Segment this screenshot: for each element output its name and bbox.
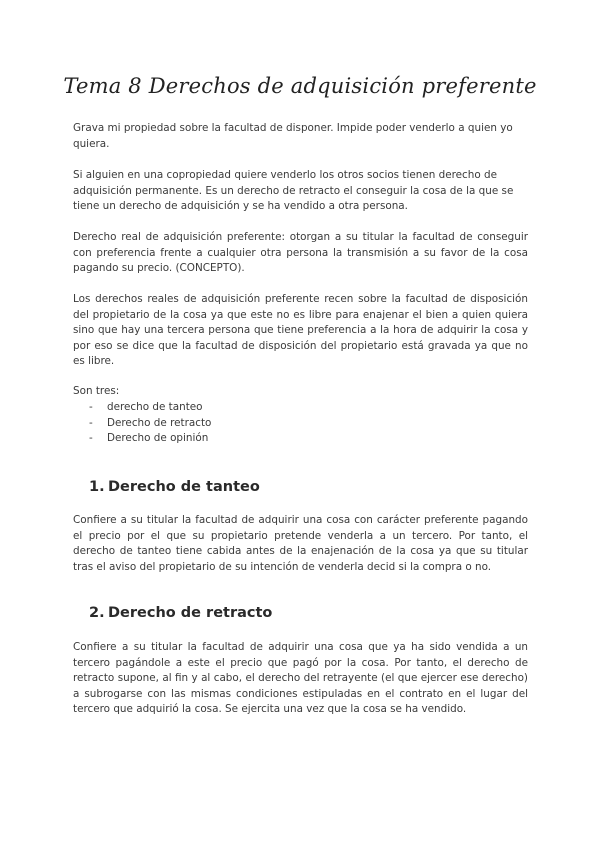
section-heading-tanteo [89, 479, 260, 495]
section-heading-text: Derecho de retracto [108, 605, 273, 621]
section-number: 1. [89, 479, 105, 495]
dash-bullet: - [89, 416, 93, 429]
list-item-label: Derecho de opinión [107, 432, 209, 445]
list-item [89, 400, 211, 416]
section-heading-text: Derecho de tanteo [108, 479, 260, 495]
list-item [89, 416, 211, 432]
list-item [89, 431, 211, 447]
page-title: Tema 8 Derechos de adquisición preferente [63, 74, 537, 98]
dash-bullet: - [89, 401, 93, 413]
section-heading-retracto [89, 605, 272, 621]
list-item-label: derecho de tanteo [107, 401, 203, 413]
paragraph-concepto: Derecho real de adquisición preferente: otorgan a su titular la facultad de conseguir con preferencia frente a cualquier otra persona la transmisión a su favor de la cosa pagando su precio. (CONCEPTO). [73, 231, 528, 275]
section-text-tanteo: Confiere a su titular la facultad de adquirir una cosa con carácter preferente pagando el precio por el que su propietario pretende venderla a un tercero. Por tanto, el derecho de tanteo tiene cabida antes de la enajenación de la cosa ya que su titular tras el aviso del propietario de su intención de venderla decid si la compra o no. [73, 514, 528, 573]
paragraph-intro: Grava mi propiedad sobre la facultad de disponer. Impide poder venderlo a quien yo quiera. [73, 122, 513, 150]
section-number: 2. [89, 605, 105, 621]
list-item-label: Derecho de retracto [107, 416, 212, 429]
derechos-list [89, 400, 211, 447]
dash-bullet: - [89, 432, 93, 445]
paragraph-derechos-reales: Los derechos reales de adquisición preferente recen sobre la facultad de disposición del propietario de la cosa ya que este no es libre para enajenar el bien a quien quiera sino que hay una tercera persona que tiene preferencia a la hora de adquirir la cosa y por eso se dice que la facultad de disposición del propietario está gravada ya que no es libre. [73, 293, 528, 368]
section-text-retracto: Confiere a su titular la facultad de adquirir una cosa que ya ha sido vendida a un tercero pagándole a este el precio que pagó por la cosa. Por tanto, el derecho de retracto supone, al fin y al cabo, el derecho del retrayente (el que ejercer ese derecho) a subrogarse con las mismas condiciones estipuladas en el contrato en el lugar del tercero que adquirió la cosa. Se ejercita una vez que la cosa se ha vendido. [73, 641, 528, 716]
paragraph-son-tres: Son tres: [73, 385, 120, 397]
paragraph-copropiedad: Si alguien en una copropiedad quiere venderlo los otros socios tienen derecho de adquisición permanente. Es un derecho de retracto el conseguir la cosa de la que se tiene un derecho de adquisición y se ha vendido a otra persona. [73, 169, 514, 213]
